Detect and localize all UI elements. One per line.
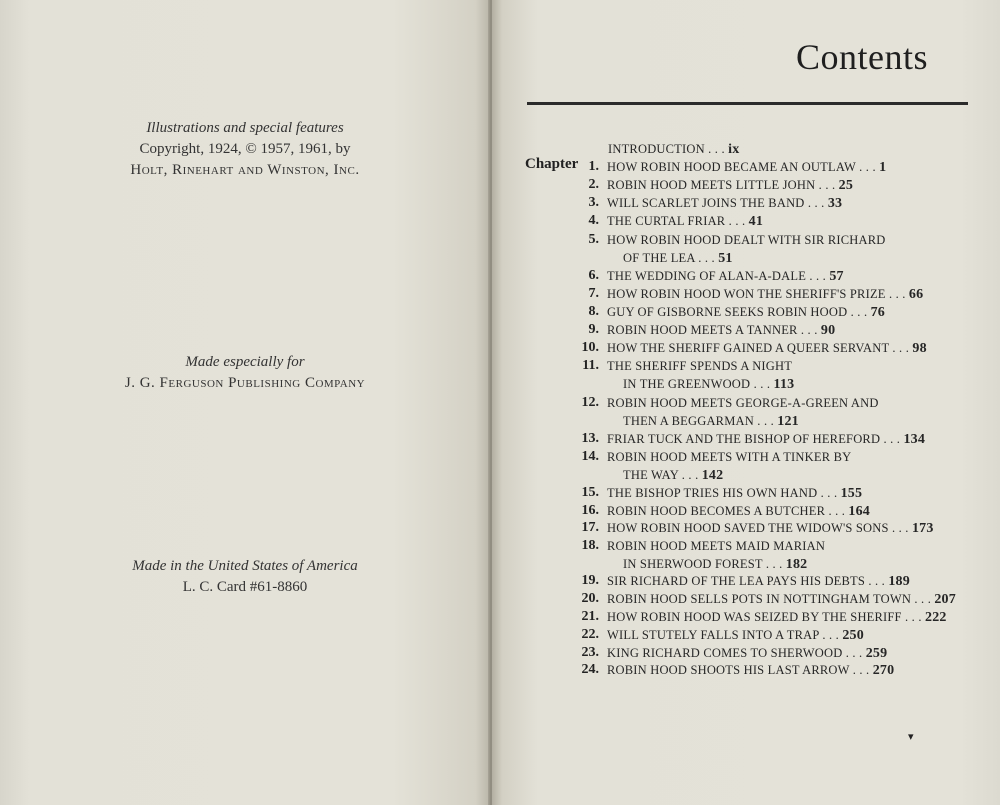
toc-entry-line [623, 557, 807, 573]
chapter-title: THE SHERIFF SPENDS A NIGHT [607, 359, 793, 373]
chapter-title: ROBIN HOOD MEETS A TANNER . . . [607, 323, 818, 337]
toc-entry-line [623, 414, 799, 430]
chapter-page-number: 142 [701, 468, 724, 483]
chapter-number: 4. [588, 213, 599, 228]
chapter-title: WILL STUTELY FALLS INTO A TRAP . . . [607, 628, 839, 642]
toc-entry-line [607, 214, 763, 230]
chapter-title: THE WAY . . . [623, 468, 699, 482]
chapter-page-number: 250 [842, 628, 864, 643]
toc-entry-line [607, 574, 910, 590]
toc-entry-line [623, 377, 794, 393]
toc-introduction [608, 142, 739, 158]
chapter-page-number: 76 [870, 305, 886, 320]
chapter-page-number: 173 [911, 521, 934, 536]
toc-entry-line [607, 178, 853, 194]
chapter-title: IN SHERWOOD FOREST . . . [623, 557, 783, 571]
chapter-page-number: 155 [840, 486, 863, 501]
toc-entry-line [607, 432, 925, 448]
toc-entry-line [607, 450, 851, 465]
toc-entry-line [607, 287, 923, 303]
chapter-number: 6. [588, 268, 599, 283]
chapter-number: 12. [581, 395, 599, 410]
toc-entry-line [607, 269, 844, 285]
toc-entry-line [607, 160, 886, 176]
end-mark: ▾ [908, 730, 914, 743]
chapter-page-number: 182 [785, 557, 808, 572]
chapter-title: HOW ROBIN HOOD WAS SEIZED BY THE SHERIFF . . . [607, 610, 922, 624]
chapter-number: 2. [588, 177, 599, 192]
chapter-title: HOW ROBIN HOOD DEALT WITH SIR RICHARD [607, 233, 886, 247]
chapter-page-number: 90 [820, 323, 836, 338]
toc-entry-line [623, 251, 733, 267]
chapter-title: ROBIN HOOD SELLS POTS IN NOTTINGHAM TOWN . . . [607, 592, 932, 606]
chapter-page-number: 98 [912, 341, 927, 356]
chapter-number: 17. [581, 520, 599, 535]
toc-entry-line [607, 359, 792, 374]
chapter-number: 16. [581, 503, 599, 518]
toc-entry-line [607, 539, 825, 554]
chapter-number: 7. [588, 286, 599, 301]
chapter-page-number: 134 [903, 432, 926, 447]
copyright-line-years: Copyright, 1924, © 1957, 1961, by [139, 141, 351, 157]
chapter-title: HOW ROBIN HOOD WON THE SHERIFF'S PRIZE . . . [607, 287, 906, 301]
chapter-number: 11. [582, 358, 599, 373]
chapter-page-number: 1 [879, 160, 887, 175]
chapter-number: 15. [581, 485, 599, 500]
chapter-title: THEN A BEGGARMAN . . . [623, 414, 774, 428]
chapter-page-number: 41 [748, 214, 764, 229]
introduction-title: INTRODUCTION . . . [608, 142, 725, 156]
toc-entry-line [607, 646, 887, 662]
chapter-title: ROBIN HOOD MEETS WITH A TINKER BY [607, 450, 852, 464]
toc-entry-line [607, 610, 947, 626]
chapter-number: 19. [581, 573, 599, 588]
chapter-page-number: 189 [888, 574, 910, 589]
chapter-number: 21. [581, 609, 599, 624]
ferguson-publisher: J. G. Ferguson Publishing Company [124, 375, 366, 391]
chapter-number: 18. [581, 538, 599, 553]
toc-entry-line [607, 196, 842, 212]
chapter-title: IN THE GREENWOOD . . . [623, 377, 771, 391]
chapter-page-number: 51 [718, 251, 733, 266]
chapter-title: ROBIN HOOD MEETS MAID MARIAN [607, 539, 826, 553]
chapter-page-number: 57 [829, 269, 844, 284]
chapter-title: GUY OF GISBORNE SEEKS ROBIN HOOD . . . [607, 305, 868, 319]
chapter-title: FRIAR TUCK AND THE BISHOP OF HEREFORD . . . [607, 432, 901, 446]
lc-card-number: L. C. Card #61-8860 [182, 579, 308, 595]
toc-entry-line [623, 468, 723, 484]
copyright-line-illustrations: Illustrations and special features [146, 120, 344, 136]
chapter-title: THE BISHOP TRIES HIS OWN HAND . . . [607, 486, 838, 500]
chapter-page-number: 164 [848, 504, 871, 519]
chapter-title: HOW ROBIN HOOD BECAME AN OUTLAW . . . [607, 160, 876, 174]
chapter-title: ROBIN HOOD SHOOTS HIS LAST ARROW . . . [607, 663, 870, 677]
chapter-title: KING RICHARD COMES TO SHERWOOD . . . [607, 646, 863, 660]
chapter-title: SIR RICHARD OF THE LEA PAYS HIS DEBTS . . . [607, 574, 885, 588]
chapter-number: 9. [588, 322, 599, 337]
toc-entry-line [607, 233, 885, 248]
chapter-title: THE WEDDING OF ALAN-A-DALE . . . [607, 269, 826, 283]
chapter-number: 13. [581, 431, 599, 446]
contents-heading: Contents [796, 37, 929, 77]
chapter-page-number: 222 [925, 610, 947, 625]
publisher-name: Holt, Rinehart and Winston, Inc. [130, 162, 360, 178]
made-for-line: Made especially for [185, 354, 305, 370]
chapter-title: ROBIN HOOD BECOMES A BUTCHER . . . [607, 504, 846, 518]
toc-entry-line [607, 628, 864, 644]
toc-entry-line [607, 592, 956, 608]
chapter-number: 20. [581, 591, 599, 606]
toc-entry-line [607, 663, 894, 679]
chapter-title: ROBIN HOOD MEETS GEORGE-A-GREEN AND [607, 396, 879, 410]
introduction-page: ix [728, 142, 740, 157]
chapter-page-number: 270 [872, 663, 895, 678]
made-in-usa-line: Made in the United States of America [132, 558, 358, 574]
chapter-number: 1. [588, 159, 599, 174]
toc-entry-line [607, 305, 885, 321]
chapter-title: THE CURTAL FRIAR . . . [607, 214, 746, 228]
chapter-number: 14. [581, 449, 599, 464]
chapter-page-number: 259 [865, 646, 888, 661]
chapter-title: OF THE LEA . . . [623, 251, 715, 265]
toc-entry-line [607, 504, 870, 520]
toc-entry-line [607, 323, 835, 339]
chapter-number: 8. [588, 304, 599, 319]
toc-entry-line [607, 341, 927, 357]
chapter-page-number: 207 [934, 592, 956, 607]
chapter-title: ROBIN HOOD MEETS LITTLE JOHN . . . [607, 178, 836, 192]
toc-entry-line [607, 486, 862, 502]
toc-entry-line [607, 521, 934, 537]
chapter-title: HOW THE SHERIFF GAINED A QUEER SERVANT . . . [607, 341, 910, 355]
chapter-page-number: 113 [773, 377, 795, 392]
chapter-page-number: 66 [908, 287, 924, 302]
chapter-page-number: 25 [838, 178, 854, 193]
chapter-page-number: 121 [777, 414, 799, 429]
chapter-title: HOW ROBIN HOOD SAVED THE WIDOW'S SONS . . . [607, 521, 909, 535]
chapter-title: WILL SCARLET JOINS THE BAND . . . [607, 196, 825, 210]
chapter-number: 24. [581, 662, 599, 677]
chapter-number: 10. [581, 340, 599, 355]
chapter-number: 3. [588, 195, 599, 210]
chapter-label: Chapter [525, 156, 579, 172]
chapter-page-number: 33 [827, 196, 843, 211]
chapter-number: 22. [581, 627, 599, 642]
chapter-number: 5. [588, 232, 599, 247]
toc-entry-line [607, 396, 879, 411]
chapter-number: 23. [581, 645, 599, 660]
